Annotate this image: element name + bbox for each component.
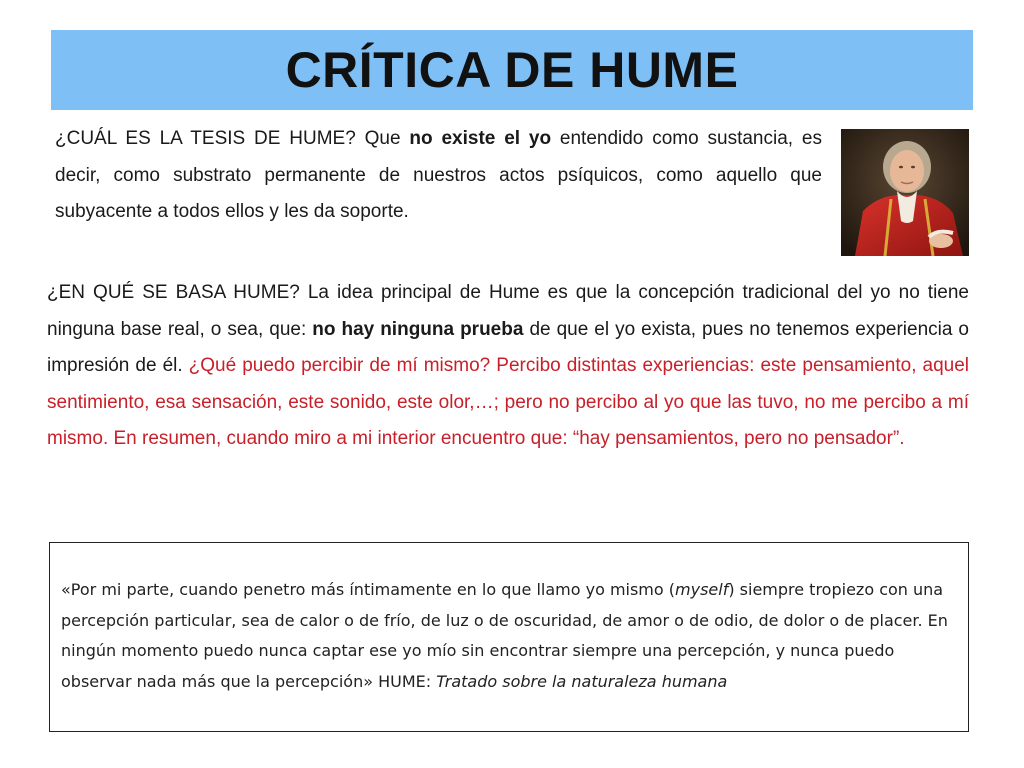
hume-quote-box	[49, 542, 969, 732]
quote-text-1: «Por mi parte, cuando penetro más íntimamente en lo que llamo yo mismo (	[61, 580, 676, 599]
thesis-paragraph	[55, 121, 822, 231]
perception-text: Percibo distintas experiencias: este pensamiento, aquel sentimiento, esa sensación, este sonido, este olor,…; pero no percibo al yo que las tuvo, no me percibo a mí mismo. En resumen, cuando miro a mi interior encuentro que: “hay pensamientos, pero no pensador”.	[47, 355, 969, 449]
basis-question: ¿EN QUÉ SE BASA HUME?	[47, 282, 300, 303]
quote-myself: myself	[675, 580, 729, 599]
basis-text-2: de que el yo exista, pues no tenemos experiencia o impresión de él.	[47, 318, 969, 376]
hume-quote	[61, 575, 959, 697]
title-banner	[51, 30, 973, 110]
thesis-text-2: entendido como sustancia, es decir, como substrato permanente de nuestros actos psíquicos, como aquello que subyacente a todos ellos y les da soporte.	[55, 128, 822, 222]
basis-paragraph	[47, 275, 969, 458]
slide-title: CRÍTICA DE HUME	[285, 42, 739, 98]
quote-text-2: ) siempre tropiezo con una percepción particular, sea de calor o de frío, de luz o de oscuridad, de amor o de odio, de dolor o de placer. En ningún momento puedo nunca captar ese yo mío sin encontrar siempre una percepción, y nunca puedo observar nada más que la percepción» HUME:	[61, 580, 948, 691]
basis-text-1: La idea principal de Hume es que la concepción tradicional del yo no tiene ninguna base real, o sea, que:	[47, 282, 969, 340]
thesis-text-1: Que	[355, 128, 410, 149]
basis-bold: no hay ninguna prueba	[312, 318, 524, 340]
thesis-bold: no existe el yo	[409, 128, 552, 149]
thesis-question: ¿CUÁL ES LA TESIS DE HUME?	[55, 128, 356, 149]
quote-source: Tratado sobre la naturaleza humana	[436, 671, 728, 691]
perception-question: ¿Qué puedo percibir de mí mismo?	[188, 355, 491, 376]
hume-portrait-image	[841, 129, 969, 256]
hume-portrait	[841, 129, 969, 256]
